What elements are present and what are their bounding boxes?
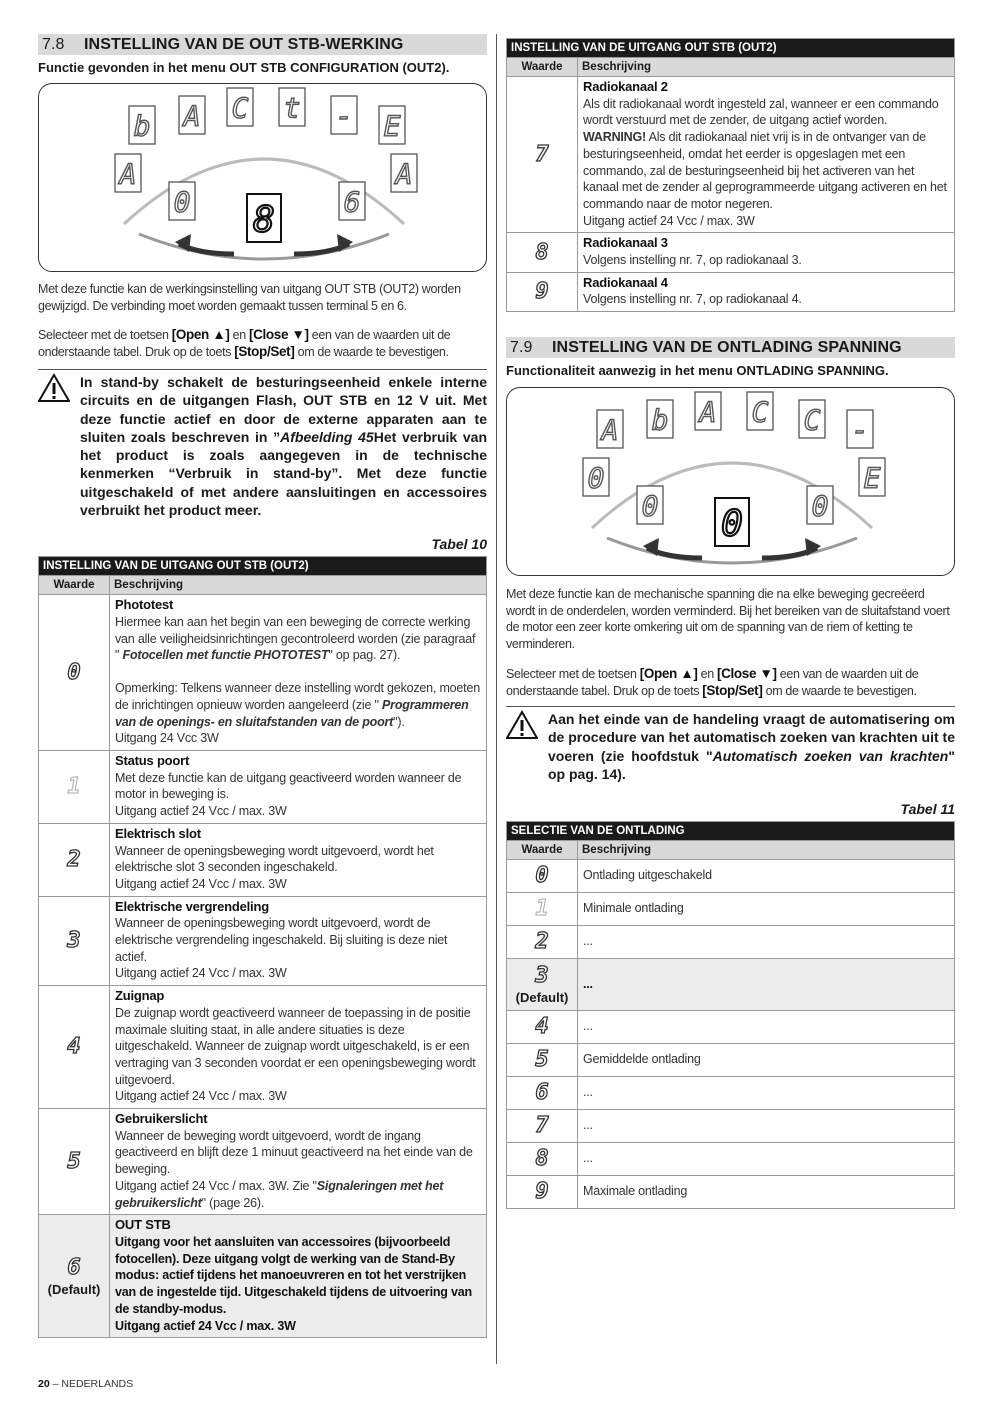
display-digit: - — [851, 413, 869, 447]
warning-icon — [506, 710, 538, 740]
display-digit: 0 — [721, 503, 743, 545]
row-description: Ontlading uitgeschakeld — [578, 860, 955, 893]
display-digit: C — [231, 91, 249, 125]
col-header-value: Waarde — [39, 576, 110, 595]
stop-set-key-label: [Stop/Set] — [702, 682, 763, 698]
divider — [38, 369, 487, 370]
segment-digit: 0 — [67, 659, 81, 685]
segment-digit: 9 — [535, 1179, 549, 1205]
table-row: 1 Status poort Met deze functie kan de uitgang geactiveerd worden wanneer de motor in beweging is. Uitgang actief 24 Vcc / max. 3W — [39, 751, 487, 824]
row-description: ... — [578, 959, 955, 1011]
open-key-label: [Open ▲] — [639, 666, 698, 682]
default-label: (Default) — [515, 990, 569, 1006]
close-key-label: [Close ▼] — [248, 327, 309, 342]
row-description: ... — [578, 926, 955, 959]
section-heading-7-9: 7.9 INSTELLING VAN DE ONTLADING SPANNING — [506, 337, 955, 358]
segment-digit: 3 — [67, 927, 81, 953]
table-row — [507, 926, 955, 959]
segment-digit: 0 — [535, 863, 549, 889]
intro-paragraph: Met deze functie kan de werkingsinstelling van uitgang OUT STB (OUT2) worden gewijzigd. De verbinding moet worden gemaakt tussen terminal 5 en 6. — [38, 282, 461, 313]
display-digit: A — [601, 413, 619, 447]
col-header-desc: Beschrijving — [578, 841, 955, 860]
section-subtitle: Functionaliteit aanwezig in het menu ONTLADING SPANNING. — [506, 363, 889, 379]
segment-digit: 2 — [67, 846, 81, 872]
intro-paragraph: Met deze functie kan de mechanische spanning die na elke beweging gecreëerd wordt in de onderdelen, worden verminderd. Bij het bereiken van de sluitafstand voert de motor een zeer korte omkering uit om de spanning van de riem of ketting te verminderen. — [506, 587, 950, 651]
table-caption: Tabel 10 — [431, 536, 487, 553]
display-digit: t — [283, 91, 301, 125]
display-digit: b — [133, 109, 151, 143]
page-number: 20 — [38, 1378, 50, 1390]
display-digit: C — [803, 403, 821, 437]
display-ring-diagram — [39, 84, 488, 273]
segment-digit: 4 — [535, 1014, 549, 1040]
display-digit: - — [335, 99, 353, 133]
warning-text: Aan het einde van de handeling vraagt de automatisering om de procedure van het automatisch zoeken van krachten uit te voeren (zie hoofdstuk "Automatisch zoeken van krachten" op pag. 14). — [548, 711, 955, 783]
warning-box — [38, 373, 487, 519]
table-row: 3 Elektrische vergrendeling Wanneer de openingsbeweging wordt uitgevoerd, wordt de elektrische vergrendeling ingeschakeld. Bij sluiting is deze niet actief. Uitgang actief 24 Vcc / max. 3W — [39, 896, 487, 986]
table-row — [507, 860, 955, 893]
table-title: SELECTIE VAN DE ONTLADING — [507, 822, 955, 841]
col-header-value: Waarde — [507, 58, 578, 77]
stop-set-key-label: [Stop/Set] — [234, 343, 295, 359]
display-digit: 0 — [173, 185, 191, 219]
display-digit: b — [651, 403, 669, 437]
table-row-default: 6 (Default) OUT STB Uitgang voor het aansluiten van accessoires (bijvoorbeeld fotocellen). Deze uitgang volgt de werking van de Stand-By modus: actief tijdens het manoeuvreren en tot het verstrijken van de ingestelde tijd. Uitgeschakeld tijdens de uitvoering van de standby-modus. Uitgang actief 24 Vcc / max. 3W — [39, 1215, 487, 1338]
table-row: 7 Radiokanaal 2 Als dit radiokanaal wordt ingesteld zal, wanneer er een commando wordt verstuurd met de zender, de uitgang actief worden. WARNING! Als dit radiokanaal niet vrij is in de ontvanger van de besturingseenheid, omdat het eerder is opgeslagen met een commando, zal de besturingseenheid bij het activeren van het kanaal met de zender al geprogrammeerde uitgang activeren en het commando naar de motor negeren. Uitgang actief 24 Vcc / max. 3W — [507, 77, 955, 233]
section-heading-7-8: 7.8 INSTELLING VAN DE OUT STB-WERKING — [38, 34, 487, 55]
table-row: 2 Elektrisch slot Wanneer de openingsbeweging wordt uitgevoerd, wordt het elektrische slot 3 seconden ingeschakeld. Uitgang actief 24 Vcc / max. 3W — [39, 823, 487, 896]
warning-icon — [38, 373, 70, 403]
col-header-desc: Beschrijving — [578, 58, 955, 77]
table-out-stb-continued — [506, 38, 955, 312]
display-digit: A — [183, 99, 201, 133]
table-row: 8 Radiokanaal 3 Volgens instelling nr. 7, op radiokanaal 3. — [507, 233, 955, 272]
row-description: ... — [578, 1110, 955, 1143]
segment-digit: 6 — [67, 1254, 81, 1280]
row-description: ... — [578, 1143, 955, 1176]
segment-digit: 1 — [67, 773, 81, 799]
display-digit: 6 — [343, 185, 361, 219]
display-digit: 0 — [811, 489, 829, 523]
table-title: INSTELLING VAN DE UITGANG OUT STB (OUT2) — [39, 557, 487, 576]
table-row — [507, 1110, 955, 1143]
display-digit: 0 — [587, 461, 605, 495]
segment-digit: 7 — [535, 141, 549, 167]
table-row — [507, 1176, 955, 1209]
table-ontlading — [506, 821, 955, 1209]
table-row — [507, 1044, 955, 1077]
row-description: ... — [578, 1077, 955, 1110]
table-title: INSTELLING VAN DE UITGANG OUT STB (OUT2) — [507, 39, 955, 58]
table-row-default — [507, 959, 955, 1011]
table-out-stb — [38, 556, 487, 1338]
warning-text: In stand-by schakelt de besturingseenheid enkele interne circuits en de uitgangen Flash, OUT STB en 12 V uit. Met deze functie actief en door de externe apparaten aan te sluiten zoals beschreven in ”Afbeelding 45Het verbruik van het product is zoals aangegeven in de technische kenmerken “Verbruik in stand-by”. Met deze functie uitgeschakeld of met andere aansluitingen en accessoires verbruikt het product meer. — [80, 374, 488, 519]
table-row: 5 Gebruikerslicht Wanneer de beweging wordt uitgevoerd, wordt de ingang geactiveerd en blijft deze 1 minuut geactiveerd na het einde van de beweging. Uitgang actief 24 Vcc / max. 3W. Zie "Signaleringen met het gebruikerslicht" (page 26). — [39, 1109, 487, 1215]
segment-digit: 1 — [535, 896, 549, 922]
display-digit: E — [863, 461, 881, 495]
table-caption: Tabel 11 — [900, 801, 955, 818]
table-row: 0 Phototest Hiermee kan aan het begin van een beweging de correcte werking van alle veiligheidsinrichtingen gecontroleerd worden (zie paragraaf " Fotocellen met functie PHOTOTEST" op pag. 27). Opmerking: Telkens wanneer deze instelling wordt gekozen, moeten de inrichtingen opnieuw worden aangeleerd (zie " Programmeren van de openings- en sluitafstanden van de poort"). Uitgang 24 Vcc 3W — [39, 595, 487, 751]
segment-digit: 6 — [535, 1080, 549, 1106]
table-row: 9 Radiokanaal 4 Volgens instelling nr. 7, op radiokanaal 4. — [507, 272, 955, 311]
row-description: Maximale ontlading — [578, 1176, 955, 1209]
table-row — [507, 1143, 955, 1176]
left-column — [38, 34, 487, 1338]
menu-diagram-ontlading — [506, 387, 955, 576]
open-key-label: [Open ▲] — [171, 327, 230, 342]
table-row: 4 Zuignap De zuignap wordt geactiveerd wanneer de toepassing in de positie maximale sluiting staat, in alle andere situaties is deze uitgeschakeld. Wanneer de zuignap wordt uitgeschakeld, is er een vertraging van 3 seconden voordat er een openingsbeweging wordt uitgevoerd. Uitgang actief 24 Vcc / max. 3W — [39, 986, 487, 1109]
segment-digit: 4 — [67, 1034, 81, 1060]
right-column — [506, 38, 955, 1209]
display-digit: A — [699, 395, 717, 429]
instruction-paragraph: Selecteer met de toetsen [Open ▲] en [Close ▼] een van de waarden uit de onderstaande tabel. Druk op de toets [Stop/Set] om de waarde te bevestigen. — [38, 327, 451, 359]
display-digit: A — [119, 157, 137, 191]
warning-box — [506, 710, 955, 783]
menu-diagram-out-stb — [38, 83, 487, 272]
col-header-desc: Beschrijving — [110, 576, 487, 595]
segment-digit: 5 — [67, 1148, 81, 1174]
row-description: ... — [578, 1011, 955, 1044]
instruction-paragraph: Selecteer met de toetsen [Open ▲] en [Close ▼] een van de waarden uit de onderstaande tabel. Druk op de toets [Stop/Set] om de waarde te bevestigen. — [506, 666, 919, 698]
close-key-label: [Close ▼] — [716, 666, 777, 682]
default-label: (Default) — [47, 1281, 101, 1297]
row-description: Minimale ontlading — [578, 893, 955, 926]
display-digit: C — [751, 395, 769, 429]
display-ring-diagram — [507, 388, 956, 577]
display-digit: 0 — [641, 489, 659, 523]
column-divider — [496, 34, 497, 1364]
display-digit: A — [395, 157, 413, 191]
section-subtitle: Functie gevonden in het menu OUT STB CONFIGURATION (OUT2). — [38, 60, 450, 75]
col-header-value: Waarde — [507, 841, 578, 860]
table-row — [507, 893, 955, 926]
table-row — [507, 1077, 955, 1110]
table-row — [507, 1011, 955, 1044]
segment-digit: 5 — [535, 1047, 549, 1073]
page-footer: 20 – NEDERLANDS — [38, 1378, 134, 1390]
segment-digit: 2 — [535, 929, 549, 955]
segment-digit: 7 — [535, 1113, 549, 1139]
segment-digit: 8 — [535, 1146, 549, 1172]
row-description: Gemiddelde ontlading — [578, 1044, 955, 1077]
segment-digit: 3 — [535, 963, 549, 989]
divider — [506, 706, 955, 707]
display-digit: E — [383, 109, 401, 143]
segment-digit: 8 — [535, 239, 549, 265]
segment-digit: 9 — [535, 278, 549, 304]
display-digit: 8 — [253, 199, 275, 241]
